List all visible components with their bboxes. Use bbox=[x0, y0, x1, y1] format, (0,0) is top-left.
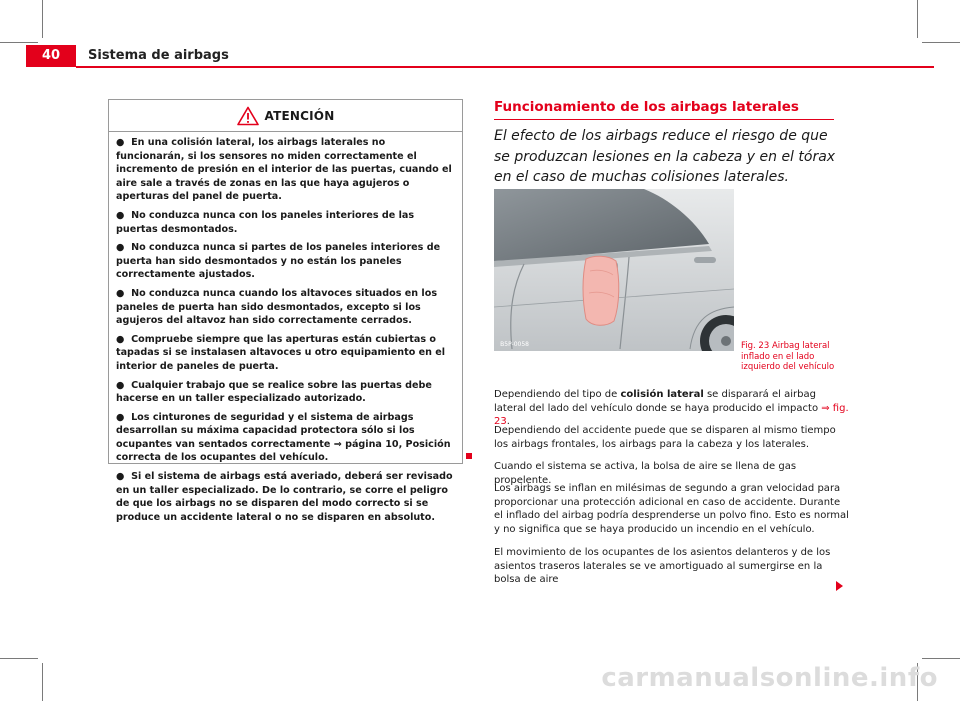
side-airbag-figure bbox=[494, 189, 734, 351]
warning-box bbox=[108, 99, 463, 523]
section-intro: El efecto de los airbags reduce el riesgo de que se produzcan lesiones en la cabeza y en el tórax en el caso de muchas colisiones laterales. bbox=[494, 128, 836, 185]
warning-header bbox=[109, 100, 462, 132]
warning-item: ● Si el sistema de airbags está averiado, deberá ser revisado en un taller especializado. De lo contrario, se corre el peligro de que los airbags no se disparen del modo correcto si se produce un accidente lateral o no se disparen en absoluto. bbox=[116, 471, 453, 523]
paragraph-5: El movimiento de los ocupantes de los asientos delanteros y de los asientos traseros laterales se ve amortiguado al sumergirse en la bolsa de aire bbox=[494, 547, 831, 586]
paragraph-2: Dependiendo del accidente puede que se disparen al mismo tiempo los airbags frontales, los airbags para la cabeza y los laterales. bbox=[494, 425, 836, 450]
car-door-illustration bbox=[494, 189, 734, 351]
header-rule bbox=[76, 66, 934, 68]
figure-caption: Fig. 23 Airbag lateral inflado en el lado izquierdo del vehículo bbox=[741, 341, 835, 372]
figure-reference-link[interactable]: ⇒ fig. 23 bbox=[494, 402, 849, 428]
figure-code: B5P-0058 bbox=[500, 341, 529, 348]
warning-item: ● No conduzca nunca con los paneles interiores de las puertas desmontados. bbox=[116, 209, 415, 235]
warning-title: ATENCIÓN bbox=[264, 108, 335, 123]
crop-mark bbox=[0, 658, 38, 659]
crop-mark bbox=[922, 42, 960, 43]
crop-mark bbox=[0, 42, 38, 43]
warning-triangle-icon bbox=[237, 106, 259, 126]
warning-item: ● Los cinturones de seguridad y el sistema de airbags desarrollan su máxima capacidad protectora sólo si los ocupantes van sentados correctamente ⇒ página 10, Posición correcta de los ocupantes del vehículo. bbox=[116, 411, 451, 464]
crop-mark bbox=[42, 663, 43, 701]
warning-list bbox=[109, 132, 462, 524]
section-title-rule bbox=[494, 119, 834, 120]
page-number: 40 bbox=[41, 48, 61, 63]
warning-item: ● No conduzca nunca cuando los altavoces situados en los paneles de puerta han sido desmontados, excepto si los agujeros del altavoz han sido correctamente cerrados. bbox=[116, 287, 438, 327]
warning-item: ● Cualquier trabajo que se realice sobre las puertas debe hacerse en un taller especializado autorizado. bbox=[116, 379, 432, 405]
paragraph-3: Cuando el sistema se activa, la bolsa de aire se llena de gas propelente. bbox=[494, 461, 797, 486]
warning-item: ● No conduzca nunca si partes de los paneles interiores de puerta han sido desmontados y no están los paneles correctamente ajustados. bbox=[116, 242, 441, 281]
warning-item: ● Compruebe siempre que las aperturas están cubiertas o tapadas si se instalasen altavoces u otro equipamiento en el interior de paneles de puerta. bbox=[116, 333, 446, 372]
crop-mark bbox=[922, 658, 960, 659]
warning-item: ● En una colisión lateral, los airbags laterales no funcionarán, si los sensores no miden correctamente el incremento de presión en el interior de las puertas, cuando el aire sale a través de zonas en las que haya agujeros o aperturas del panel de puerta. bbox=[116, 137, 452, 203]
watermark: carmanualsonline.info bbox=[601, 663, 938, 693]
section-end-mark bbox=[466, 453, 472, 459]
paragraph-1: Dependiendo del tipo de colisión lateral se disparará el airbag lateral del lado del vehículo donde se haya producido el impacto ⇒ fig. 23. bbox=[494, 389, 849, 428]
continue-arrow-icon bbox=[836, 581, 843, 591]
crop-mark bbox=[917, 0, 918, 38]
crop-mark bbox=[42, 0, 43, 38]
chapter-title: Sistema de airbags bbox=[88, 48, 229, 63]
paragraph-4: Los airbags se inflan en milésimas de segundo a gran velocidad para proporcionar una protección adicional en caso de accidente. Durante el inflado del airbag podría desprenderse un polvo fino. Esto es normal y no significa que se haya producido un incendio en el vehículo. bbox=[494, 483, 849, 535]
section-title: Funcionamiento de los airbags laterales bbox=[494, 99, 799, 115]
